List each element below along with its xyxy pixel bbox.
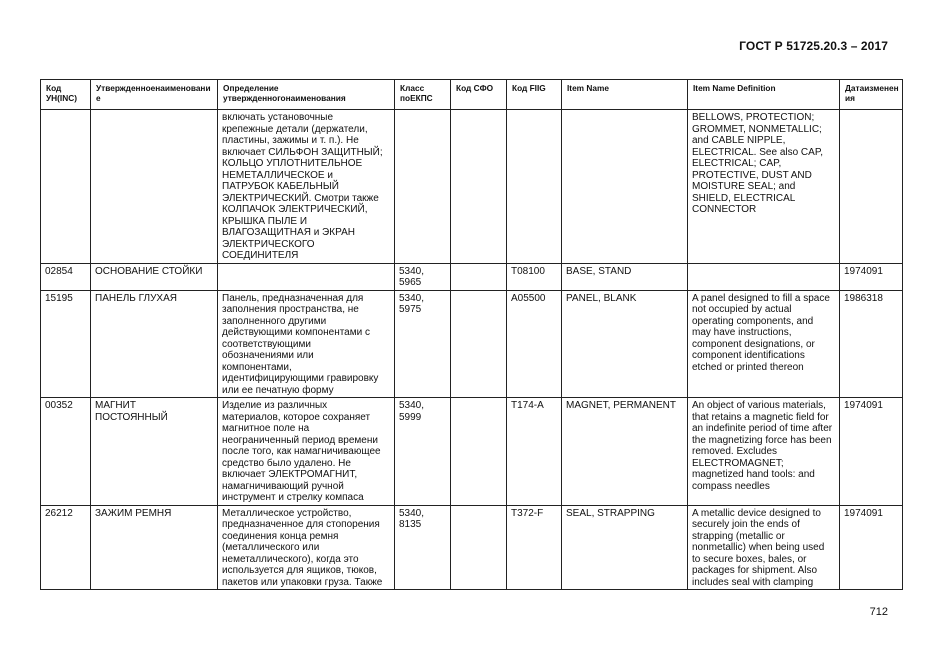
cell-definition [218, 110, 395, 264]
cell-text-line: заполнения пространства, не [222, 304, 359, 315]
cell-item-def [688, 505, 840, 590]
column-header-line: наименования [285, 93, 346, 103]
cell-text-line: A05500 [511, 292, 546, 304]
cell-text-line: 15195 [45, 292, 73, 304]
column-header-code [41, 80, 91, 110]
cell-text-line: BASE, STAND [566, 265, 632, 277]
cell-name [91, 290, 218, 398]
cell-text-line: component identifications [692, 350, 805, 361]
cell-text-line: магнитное поле на [222, 423, 310, 434]
cell-text-line: 5975 [399, 304, 422, 315]
cell-text-line: 1974091 [844, 265, 883, 277]
cell-code [41, 263, 91, 290]
column-header-name [91, 80, 218, 110]
column-header-line: изменения [845, 83, 899, 103]
column-header-definition [218, 80, 395, 110]
cell-text-line: nonmetallic) when being used [692, 542, 825, 553]
cell-fiig [507, 505, 562, 590]
cell-text-line: инструмент и стрелку компаса [222, 492, 364, 503]
cell-text-line: T174-A [511, 400, 544, 411]
column-header-line: Код СФО [456, 83, 494, 93]
cell-class [395, 263, 451, 290]
cell-text-line: 26212 [45, 507, 73, 519]
cell-text-line: КРЫШКА ПЫЛЕ И [222, 215, 308, 227]
cell-text-line: and CABLE NIPPLE, [692, 135, 786, 146]
cell-text-line: используется для ящиков, тюков, [222, 565, 377, 576]
cell-class [395, 290, 451, 398]
column-header-date [840, 80, 903, 110]
cell-text-line: An object of various materials, [692, 400, 826, 411]
cell-name [91, 398, 218, 506]
cell-text-line: включает СИЛЬФОН ЗАЩИТНЫЙ; [222, 146, 383, 158]
document-title: ГОСТ Р 51725.20.3 – 2017 [739, 39, 888, 53]
table-row [41, 290, 903, 398]
table-row [41, 110, 903, 264]
column-header-sfo [451, 80, 507, 110]
cell-text-line: BELLOWS, PROTECTION; [692, 112, 815, 123]
cell-text-line: Панель, предназначенная для [222, 292, 364, 304]
cell-text-line: packages for shipment. Also [692, 565, 818, 576]
table-row [41, 398, 903, 506]
cell-text-line: предназначенное для стопорения [222, 519, 380, 530]
cell-date [840, 110, 903, 264]
cell-text-line: обозначениями или [222, 350, 314, 361]
cell-sfo [451, 263, 507, 290]
cell-text-line: ELECTRICAL; CAP, [692, 158, 782, 169]
cell-text-line: includes seal with clamping [692, 576, 814, 588]
column-header-item-name [562, 80, 688, 110]
cell-text-line: PANEL, BLANK [566, 292, 637, 304]
cell-text-line: 5340, [399, 400, 425, 411]
cell-text-line: (металлического или [222, 542, 320, 553]
cell-text-line: SHIELD, ELECTRICAL [692, 192, 796, 204]
cell-text-line: КОЛЬЦО УПЛОТНИТЕЛЬНОЕ [222, 158, 363, 169]
cell-item-name [562, 290, 688, 398]
cell-item-def [688, 398, 840, 506]
column-header-line: Класс по [400, 83, 425, 103]
column-header-fiig [507, 80, 562, 110]
cell-text-line: крепежные детали (держатели, [222, 123, 368, 135]
cell-text-line: СОЕДИНИТЕЛЯ [222, 250, 299, 261]
column-header-line: Item Name Definition [693, 83, 776, 93]
cell-text-line: ELECTROMAGNET; [692, 457, 784, 469]
cell-text-line: 5999 [399, 411, 422, 423]
cell-sfo [451, 110, 507, 264]
cell-definition [218, 505, 395, 590]
cell-text-line: 02854 [45, 265, 73, 277]
cell-text-line: ELECTRICAL. See also CAP, [692, 146, 823, 158]
cell-text-line: Изделие из различных [222, 400, 328, 411]
cell-text-line: ПАНЕЛЬ ГЛУХАЯ [95, 292, 177, 304]
cell-item-name [562, 263, 688, 290]
cell-text-line: материалов, которое сохраняет [222, 411, 371, 423]
cell-date [840, 398, 903, 506]
cell-text-line: компонентами, [222, 361, 292, 373]
cell-text-line: заполненного другими [222, 315, 327, 327]
cell-sfo [451, 290, 507, 398]
cell-fiig [507, 263, 562, 290]
cell-text-line: to secure boxes, bales, or [692, 553, 807, 565]
table-row [41, 505, 903, 590]
table-body [41, 110, 903, 590]
column-header-line: Определение утвержденного [223, 83, 286, 103]
cell-date [840, 505, 903, 590]
cell-text-line: T372-F [511, 507, 544, 519]
cell-text-line: МАГНИТ [95, 400, 136, 411]
cell-text-line: НЕМЕТАЛЛИЧЕСКОЕ и [222, 169, 333, 181]
cell-text-line: T08100 [511, 265, 545, 277]
cell-item-def [688, 290, 840, 398]
cell-text-line: ЗАЖИМ РЕМНЯ [95, 507, 172, 519]
cell-text-line: ЭЛЕКТРИЧЕСКОГО [222, 238, 315, 250]
cell-text-line: 5340, [399, 507, 425, 519]
cell-class [395, 505, 451, 590]
cell-fiig [507, 110, 562, 264]
cell-sfo [451, 505, 507, 590]
cell-name [91, 505, 218, 590]
cell-class [395, 398, 451, 506]
cell-text-line: that retains a magnetic field for [692, 411, 829, 423]
column-header-line: ЕКПС [410, 93, 433, 103]
cell-text-line: 5965 [399, 277, 422, 288]
cell-text-line: ПАТРУБОК КАБЕЛЬНЫЙ [222, 181, 339, 192]
column-header-line: Код FIIG [512, 83, 546, 93]
cell-text-line: 1974091 [844, 507, 883, 519]
cell-text-line: the magnetizing force has been [692, 434, 832, 446]
cell-definition [218, 290, 395, 398]
cell-item-def [688, 263, 840, 290]
cell-text-line: 1974091 [844, 400, 883, 411]
cell-text-line: ПОСТОЯННЫЙ [95, 411, 168, 423]
cell-text-line: not occupied by actual [692, 304, 792, 315]
cell-text-line: соответствующими [222, 338, 311, 350]
cell-sfo [451, 398, 507, 506]
cell-code [41, 110, 91, 264]
cell-text-line: пластины, зажимы и т. п.). Не [222, 135, 359, 146]
page-number: 712 [869, 606, 888, 618]
cell-text-line: Металлическое устройство, [222, 507, 352, 519]
cell-text-line: removed. Excludes [692, 446, 778, 457]
column-header-line: наименование [96, 83, 211, 103]
cell-text-line: 5340, [399, 265, 425, 277]
column-header-item-def [688, 80, 840, 110]
cell-text-line: magnetized hand tools: and [692, 469, 815, 480]
cell-code [41, 505, 91, 590]
cell-text-line: КОЛПАЧОК ЭЛЕКТРИЧЕСКИЙ, [222, 204, 368, 215]
cell-definition [218, 263, 395, 290]
cell-item-name [562, 110, 688, 264]
table-row [41, 263, 903, 290]
cell-text-line: PROTECTIVE, DUST AND [692, 169, 812, 181]
column-header-line: Item Name [567, 83, 609, 93]
cell-text-line: A panel designed to fill a space [692, 292, 830, 304]
cell-text-line: strapping (metallic or [692, 530, 785, 542]
column-header-line: Дата [845, 83, 865, 93]
items-table [40, 79, 903, 590]
cell-text-line: etched or printed thereon [692, 361, 804, 373]
cell-text-line: an indefinite period of time after [692, 423, 833, 434]
cell-text-line: CONNECTOR [692, 204, 757, 215]
cell-text-line: component designations, or [692, 338, 815, 350]
cell-class [395, 110, 451, 264]
cell-definition [218, 398, 395, 506]
cell-text-line: GROMMET, NONMETALLIC; [692, 123, 822, 135]
cell-text-line: operating components, and [692, 315, 814, 327]
column-header-line: (INC) [57, 93, 77, 103]
cell-item-name [562, 505, 688, 590]
cell-text-line: ОСНОВАНИЕ СТОЙКИ [95, 265, 203, 277]
cell-text-line: securely join the ends of [692, 519, 800, 530]
cell-text-line: неограниченный период времени [222, 434, 378, 446]
cell-item-name [562, 398, 688, 506]
cell-text-line: включает ЭЛЕКТРОМАГНИТ, [222, 469, 358, 480]
cell-text-line: или ее печатную форму [222, 384, 334, 396]
cell-text-line: пакетов или упаковки груза. Также [222, 576, 383, 588]
cell-text-line: may have instructions, [692, 327, 792, 338]
cell-text-line: соединения конца ремня [222, 530, 339, 542]
column-header-line: Утвержденное [96, 83, 156, 93]
cell-text-line: MAGNET, PERMANENT [566, 400, 677, 411]
column-header-line: Код УН [46, 83, 62, 103]
cell-text-line: 8135 [399, 519, 422, 530]
cell-date [840, 263, 903, 290]
cell-text-line: идентифицирующими гравировку [222, 373, 379, 384]
cell-text-line: неметаллического), когда это [222, 553, 359, 565]
cell-code [41, 290, 91, 398]
cell-text-line: ЭЛЕКТРИЧЕСКИЙ. Смотри также [222, 192, 379, 204]
table-header-row [41, 80, 903, 110]
cell-text-line: SEAL, STRAPPING [566, 507, 655, 519]
cell-text-line: A metallic device designed to [692, 507, 821, 519]
cell-code [41, 398, 91, 506]
cell-text-line: намагничивающий ручной [222, 480, 344, 492]
cell-text-line: ВЛАГОЗАЩИТНАЯ и ЭКРАН [222, 227, 355, 238]
cell-fiig [507, 290, 562, 398]
cell-text-line: 00352 [45, 400, 73, 411]
cell-text-line: 5340, [399, 292, 425, 304]
column-header-class [395, 80, 451, 110]
cell-date [840, 290, 903, 398]
cell-text-line: действующими компонентами с [222, 327, 370, 338]
cell-text-line: средство было удалено. Не [222, 457, 351, 469]
cell-text-line: 1986318 [844, 292, 883, 304]
cell-text-line: включать установочные [222, 112, 334, 123]
cell-name [91, 263, 218, 290]
cell-text-line: после того, как намагничивающее [222, 446, 381, 457]
cell-name [91, 110, 218, 264]
cell-text-line: compass needles [692, 480, 770, 492]
cell-text-line: MOISTURE SEAL; and [692, 181, 796, 192]
cell-fiig [507, 398, 562, 506]
cell-item-def [688, 110, 840, 264]
